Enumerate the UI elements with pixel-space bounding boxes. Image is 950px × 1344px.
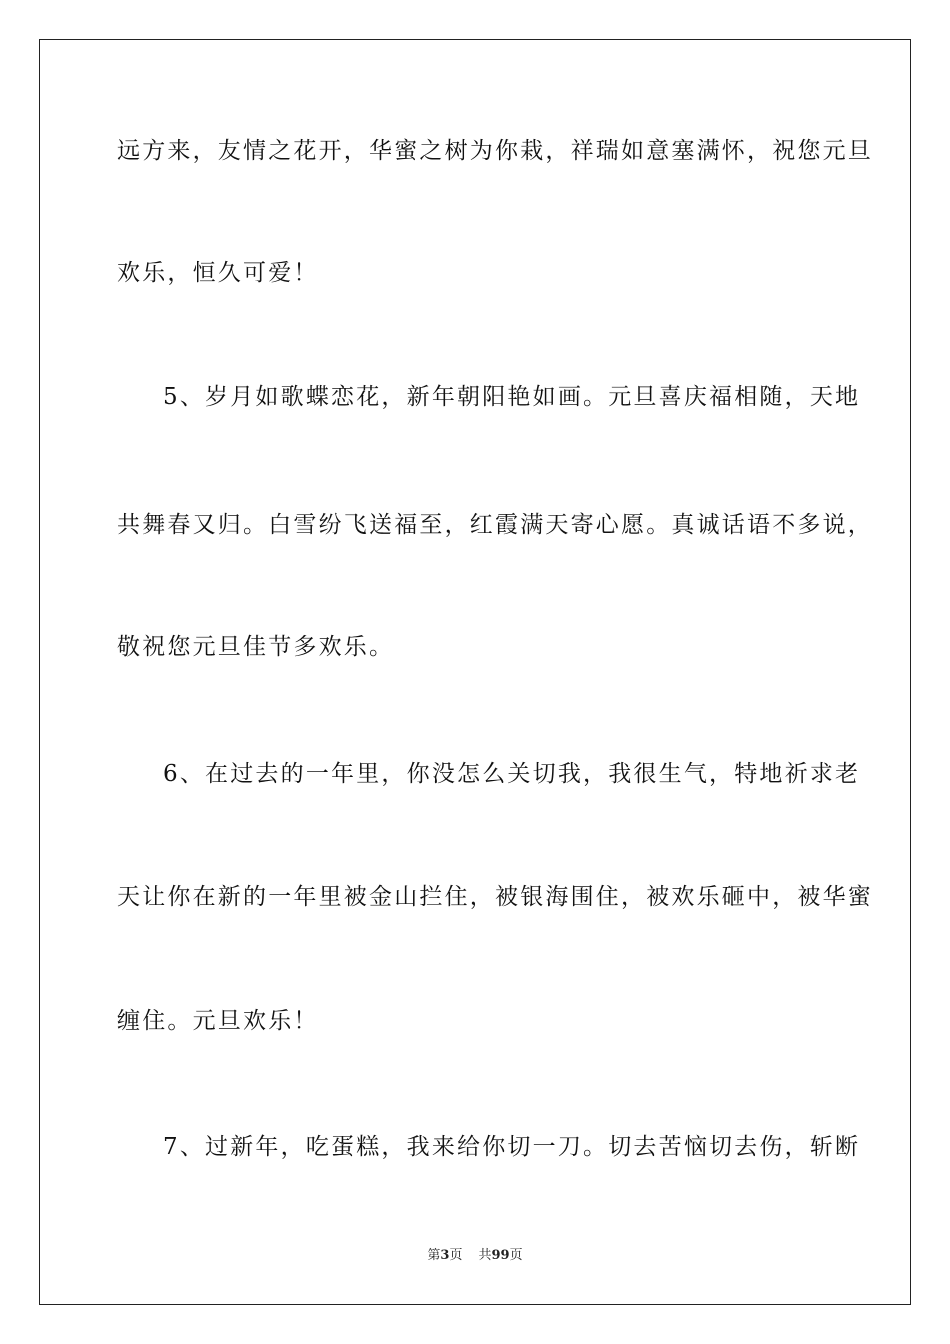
- text-line-6: 6、在过去的一年里，你没怎么关切我，我很生气，特地祈求老: [163, 761, 861, 787]
- text-line-2: 欢乐，恒久可爱！: [117, 260, 319, 286]
- footer-total-unit: 页: [509, 1248, 523, 1263]
- text-line-9: 7、过新年，吃蛋糕，我来给你切一刀。切去苦恼切去伤，斩断: [163, 1134, 861, 1160]
- footer-prefix: 第: [427, 1248, 441, 1263]
- text-line-4: 共舞春又归。白雪纷飞送福至，红霞满天寄心愿。真诚话语不多说，: [117, 512, 873, 538]
- text-line-1: 远方来，友情之花开，华蜜之树为你栽，祥瑞如意塞满怀，祝您元旦: [117, 138, 873, 164]
- page-border: [39, 39, 911, 1305]
- page-footer: [0, 1248, 950, 1264]
- total-pages-number: 99: [491, 1248, 510, 1263]
- footer-page-unit: 页: [449, 1248, 463, 1263]
- text-line-3: 5、岁月如歌蝶恋花，新年朝阳艳如画。元旦喜庆福相随，天地: [163, 384, 861, 410]
- text-line-8: 缠住。元旦欢乐！: [117, 1008, 319, 1034]
- text-line-5: 敬祝您元旦佳节多欢乐。: [117, 634, 395, 660]
- current-page-number: 3: [440, 1248, 450, 1263]
- footer-total-prefix: 共: [478, 1248, 492, 1263]
- text-line-7: 天让你在新的一年里被金山拦住，被银海围住，被欢乐砸中，被华蜜: [117, 884, 873, 910]
